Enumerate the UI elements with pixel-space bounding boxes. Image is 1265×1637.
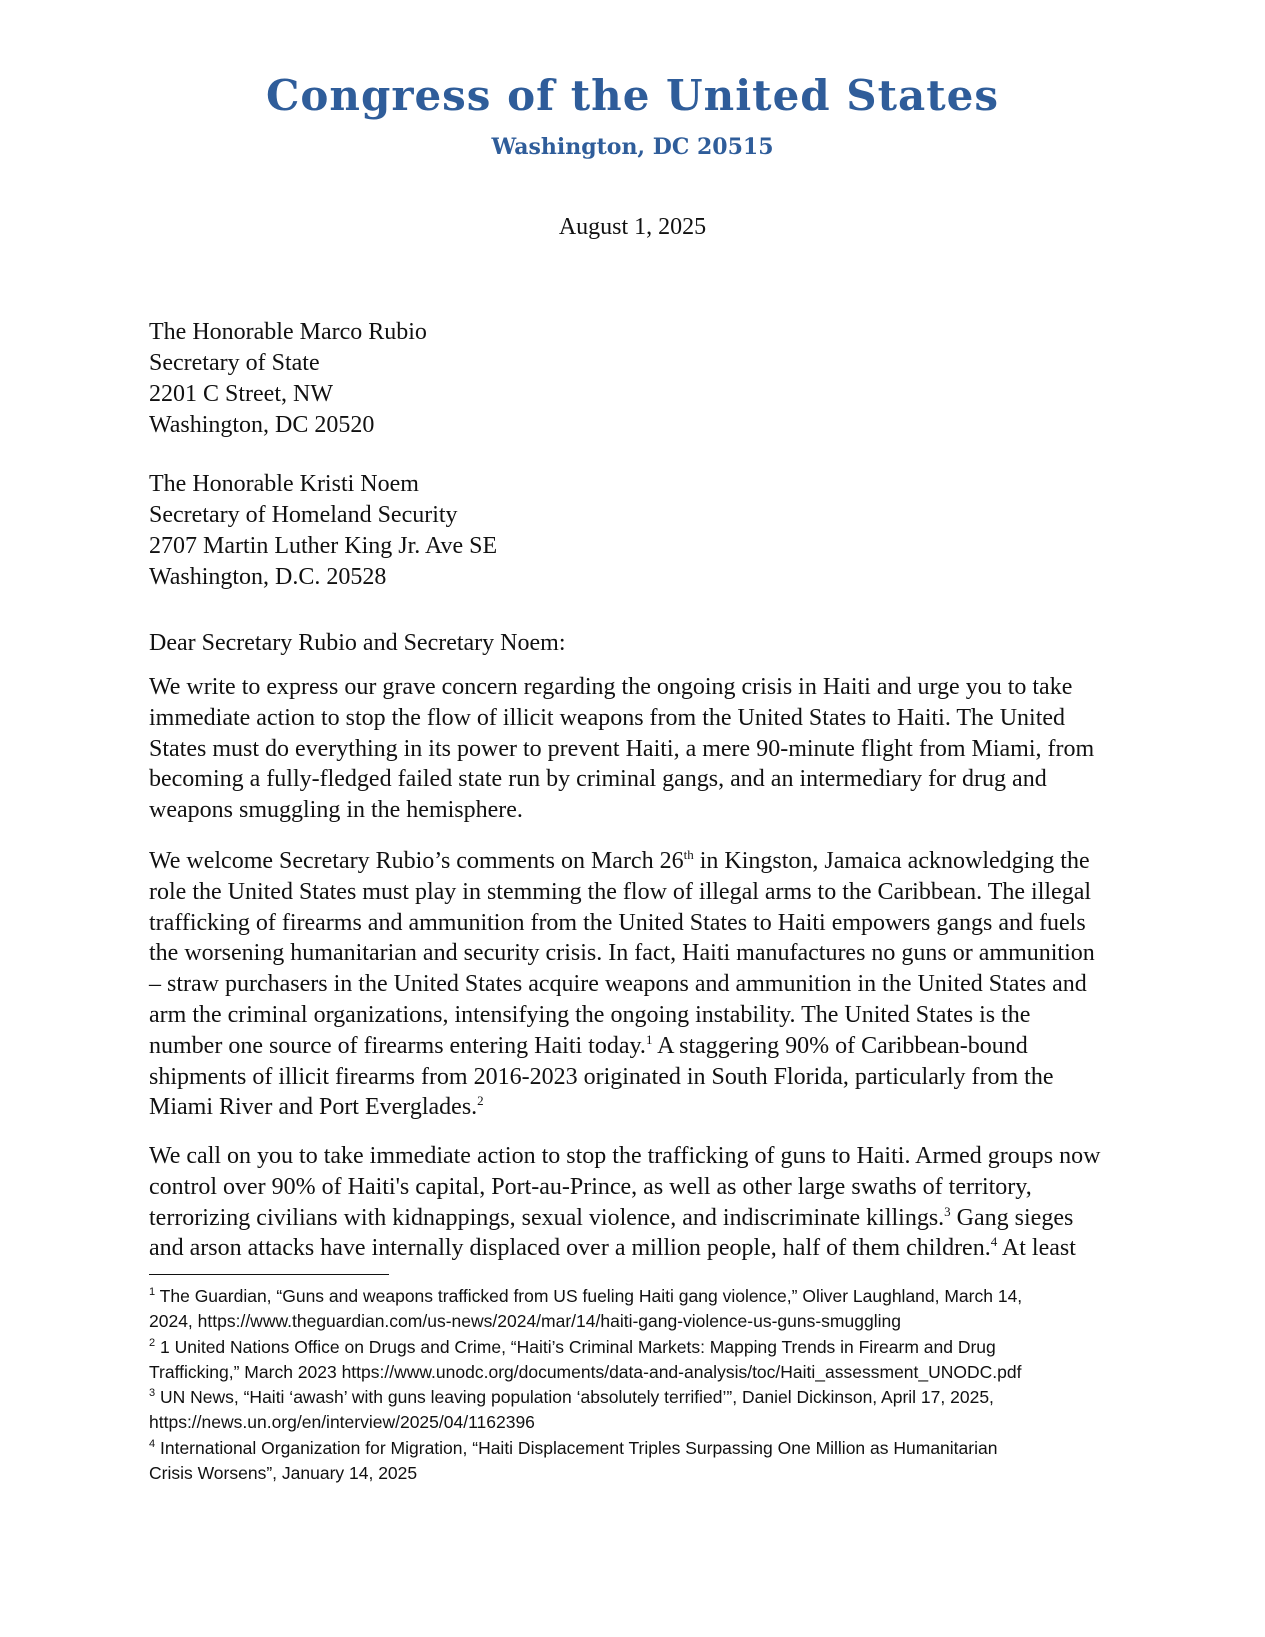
salutation: Dear Secretary Rubio and Secretary Noem: bbox=[149, 630, 566, 656]
footnote-text: The Guardian, “Guns and weapons trafficked from US fueling Haiti gang violence,” Oliver Laughland, March 14, bbox=[155, 1286, 1023, 1306]
footnote-number: 2 bbox=[149, 1336, 156, 1349]
address-line: The Honorable Kristi Noem bbox=[149, 471, 419, 497]
address-line: Washington, DC 20520 bbox=[149, 412, 375, 438]
footnote-text: 1 United Nations Office on Drugs and Crime, “Haiti’s Criminal Markets: Mapping Trends in Firearm and Drug bbox=[155, 1336, 996, 1357]
paragraph-text: in Kingston, Jamaica acknowledging the role the United States must play in stemming the flow of illegal arms to the Caribbean. The illegal trafficking of firearms and ammunition from the United States to Haiti empowers gangs and fuels the worsening humanitarian and security crisis. In fact, Haiti manufactures no guns or ammunition – straw purchasers in the United States acquire weapons and ammunition in the United States and arm the criminal organizations, intensifying the ongoing instability. The United States is the number one source of firearms entering Haiti today. bbox=[149, 848, 1095, 1059]
paragraph-text: We welcome Secretary Rubio’s comments on March 26 bbox=[149, 848, 684, 874]
paragraph-text: A staggering 90% of Caribbean-bound shipments of illicit firearms from 2016-2023 originated in South Florida, particularly from the Miami River and Port Everglades. bbox=[149, 1032, 1054, 1121]
letterhead-title: Congress of the United States bbox=[265, 71, 1000, 120]
letterhead-subtitle: Washington, DC 20515 bbox=[491, 134, 774, 160]
footnote-text: Crisis Worsens”, January 14, 2025 bbox=[149, 1463, 418, 1484]
footnote-divider bbox=[149, 1274, 389, 1275]
footnote-ref-4: 4 bbox=[990, 1234, 998, 1250]
footnote-number: 4 bbox=[149, 1437, 156, 1450]
footnote-4 bbox=[149, 1436, 1119, 1487]
address-line: 2201 C Street, NW bbox=[149, 381, 333, 407]
footnotes bbox=[149, 1284, 1119, 1486]
address-line: 2707 Martin Luther King Jr. Ave SE bbox=[149, 533, 498, 559]
footnote-2 bbox=[149, 1335, 1119, 1386]
address-line: Washington, D.C. 20528 bbox=[149, 564, 387, 590]
paragraph-text: At least bbox=[997, 1235, 1076, 1262]
address-line: Secretary of Homeland Security bbox=[149, 502, 458, 528]
letter-date: August 1, 2025 bbox=[558, 214, 707, 240]
paragraph-text: Gang sieges and arson attacks have internally displaced over a million people, half of them children. bbox=[149, 1204, 1074, 1262]
paragraph-text: We write to express our grave concern regarding the ongoing crisis in Haiti and urge you to take immediate action to stop the flow of illicit weapons from the United States to Haiti. The United States must do everything in its power to prevent Haiti, a mere 90-minute flight from Miami, from becoming a fully-fledged failed state run by criminal gangs, and an intermediary for drug and weapons smuggling in the hemisphere. bbox=[149, 674, 1095, 824]
footnote-text: International Organization for Migration, “Haiti Displacement Triples Surpassing One Million as Humanitarian bbox=[155, 1437, 998, 1458]
body-paragraph-2 bbox=[149, 846, 1104, 1123]
letterhead bbox=[0, 70, 1265, 162]
paragraph-text: We call on you to take immediate action to stop the trafficking of guns to Haiti. Armed groups now control over 90% of Haiti's capital, Port-au-Prince, as well as other large swaths of territory, terrorizing civilians with kidnappings, sexual violence, and indiscriminate killings. bbox=[149, 1143, 1101, 1231]
recipient-address-noem bbox=[149, 469, 497, 593]
body-paragraph-1 bbox=[149, 672, 1104, 826]
footnote-1 bbox=[149, 1284, 1119, 1335]
footnote-text: UN News, “Haiti ‘awash’ with guns leaving population ‘absolutely terrified’”, Daniel Dickinson, April 17, 2025, bbox=[155, 1387, 994, 1408]
footnote-ref-3: 3 bbox=[944, 1203, 951, 1219]
footnote-ref-1: 1 bbox=[645, 1031, 653, 1047]
footnote-ref-2: 2 bbox=[477, 1093, 484, 1109]
footnote-3 bbox=[149, 1385, 1119, 1436]
footnote-number: 1 bbox=[149, 1286, 156, 1299]
footnote-text: https://news.un.org/en/interview/2025/04/1162396 bbox=[149, 1412, 535, 1433]
footnote-number: 3 bbox=[149, 1387, 156, 1400]
address-line: Secretary of State bbox=[149, 350, 320, 376]
superscript-ordinal: th bbox=[683, 847, 694, 862]
footnote-text: Trafficking,” March 2023 https://www.unodc.org/documents/data-and-analysis/toc/Haiti_assessment_UNODC.pdf bbox=[149, 1361, 1022, 1382]
body-paragraph-3 bbox=[149, 1141, 1104, 1264]
recipient-address-rubio bbox=[149, 317, 427, 441]
footnote-text: 2024, https://www.theguardian.com/us-news/2024/mar/14/haiti-gang-violence-us-guns-smuggling bbox=[149, 1311, 901, 1332]
address-line: The Honorable Marco Rubio bbox=[149, 319, 427, 345]
